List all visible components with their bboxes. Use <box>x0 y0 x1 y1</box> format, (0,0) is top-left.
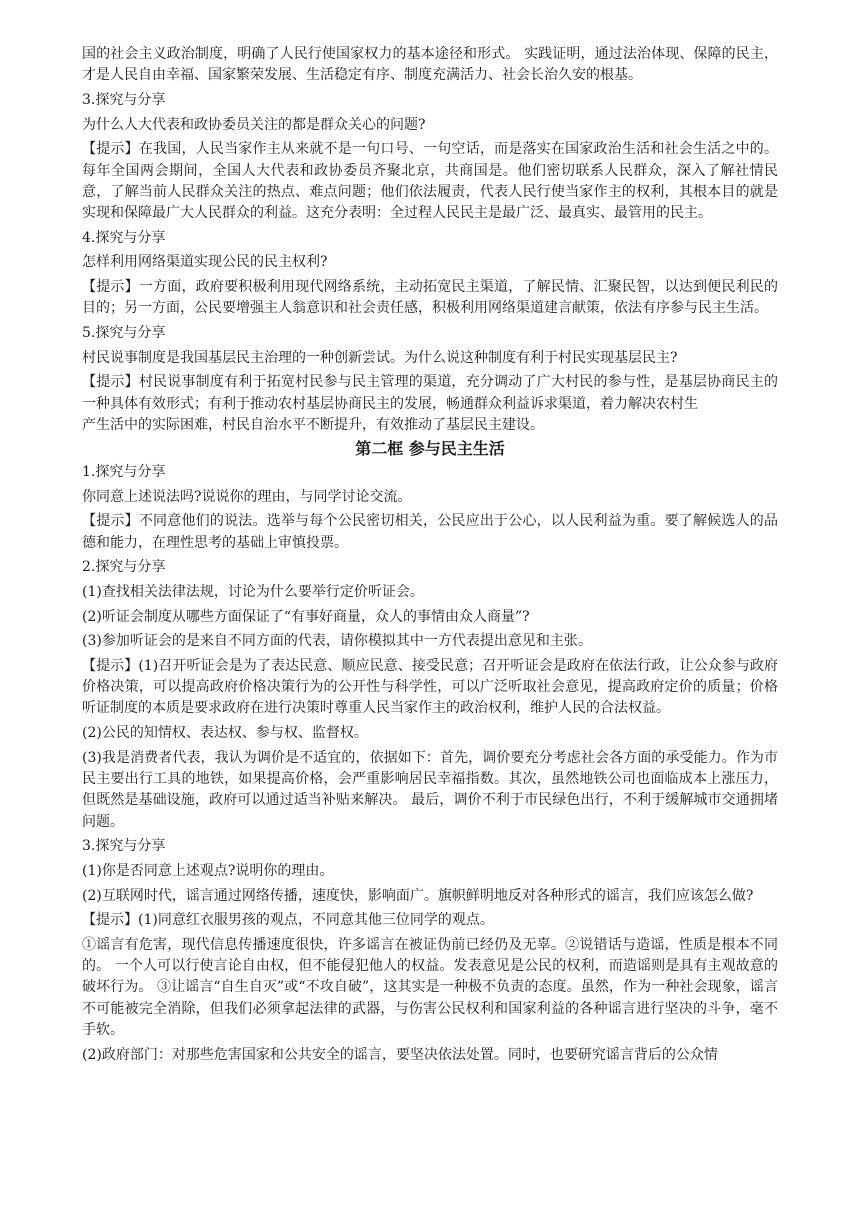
question-item: (2)听证会制度从哪些方面保证了“有事好商量，众人的事情由众人商量”? <box>82 608 530 625</box>
question-item: (1)你是否同意上述观点?说明你的理由。 <box>82 862 334 879</box>
question-item: (2)互联网时代，谣言通过网络传播，速度快，影响面广。旗帜鲜明地反对各种形式的谣言，我们应该怎么做? <box>82 887 754 904</box>
document-body <box>82 44 778 1066</box>
section-heading-explore-5: 5.探究与分享 <box>82 324 166 341</box>
hint-paragraph: 【提示】在我国，人民当家作主从来就不是一句口号、一句空话，而是落实在国家政治生活和社会生活之中的。每年全国两会期间，全国人大代表和政协委员齐聚北京，共商国是。他们密切联系人民群众，深入了解社情民意，了解当前人民群众关注的热点、难点问题；他们依法履责，代表人民行使当家作主的权利，其根本目的就是实现和保障最广大人民群众的利益。这充分表明：全过程人民民主是最广泛、最真实、最管用的民主。 <box>82 141 778 221</box>
answer-item: (2)政府部门：对那些危害国家和公共安全的谣言，要坚决依法处置。同时，也要研究谣言背后的公众情 <box>82 1046 718 1063</box>
section-heading-explore-3: 3.探究与分享 <box>82 91 166 108</box>
section-heading-explore-1: 1.探究与分享 <box>82 463 166 480</box>
hint-paragraph: 【提示】一方面，政府要积极利用现代网络系统，主动拓宽民主渠道，了解民情、汇聚民智，以达到便民利民的目的；另一方面，公民要增强主人翁意识和社会责任感，积极利用网络渠道建言献策，依法有序参与民主生活。 <box>82 279 778 317</box>
answer-item: (2)公民的知情权、表达权、参与权、监督权。 <box>82 725 368 742</box>
paragraph-intro-continued: 国的社会主义政治制度，明确了人民行使国家权力的基本途径和形式。 实践证明，通过法治体现、保障的民主，才是人民自由幸福、国家繁荣发展、生活稳定有序、制度充满活力、社会长治久安的根基。 <box>82 46 778 84</box>
question-item: (3)参加听证会的是来自不同方面的代表，请你模拟其中一方代表提出意见和主张。 <box>82 633 592 650</box>
answer-item: (3)我是消费者代表，我认为调价是不适宜的，依据如下：首先，调价要充分考虑社会各方面的承受能力。作为市民主要出行工具的地铁，如果提高价格，会严重影响居民幸福指数。其次，虽然地铁公司也面临成本上涨压力，但既然是基础设施，政府可以通过适当补贴来解决。 最后，调价不利于市民绿色出行，不利于缓解城市交通拥堵问题。 <box>82 749 778 830</box>
question-text: 为什么人大代表和政协委员关注的都是群众关心的问题? <box>82 116 426 133</box>
question-text: 你同意上述说法吗?说说你的理由，与同学讨论交流。 <box>82 488 412 505</box>
hint-paragraph: 【提示】(1)召开听证会是为了表达民意、顺应民意、接受民意；召开听证会是政府在依法行政，让公众参与政府价格决策，可以提高政府价格决策行为的公开性与科学性，可以广泛听取社会意见，提高政府定价的质量；价格听证制度的本质是要求政府在进行决策时尊重人民当家作主的政治权利，维护人民的合法权益。 <box>82 658 778 717</box>
hint-paragraph-continued: 产生活中的实际困难，村民自治水平不断提升，有效推动了基层民主建设。 <box>82 416 544 433</box>
question-text: 怎样利用网络渠道实现公民的民主权利? <box>82 254 328 271</box>
hint-paragraph: 【提示】不同意他们的说法。选举与每个公民密切相关，公民应出于公心，以人民利益为重。要了解候选人的品德和能力，在理性思考的基础上审慎投票。 <box>82 513 778 551</box>
question-text: 村民说事制度是我国基层民主治理的一种创新尝试。为什么说这种制度有利于村民实现基层民主? <box>82 349 678 366</box>
question-item: (1)查找相关法律法规，讨论为什么要举行定价听证会。 <box>82 583 424 600</box>
section-heading-explore-3b: 3.探究与分享 <box>82 838 166 855</box>
hint-paragraph: 【提示】村民说事制度有利于拓宽村民参与民主管理的渠道，充分调动了广大村民的参与性，是基层协商民主的一种具体有效形式；有利于推动农村基层协商民主的发展，畅通群众利益诉求渠道，着力解决农村生 <box>82 374 778 412</box>
section-heading-explore-2: 2.探究与分享 <box>82 559 166 576</box>
section-heading-explore-4: 4.探究与分享 <box>82 229 166 246</box>
answer-item: ①谣言有危害，现代信息传播速度很快，许多谣言在被证伪前已经仍及无辜。②说错话与造谣，性质是根本不同的。 一个人可以行使言论自由权，但不能侵犯他人的权益。发表意见是公民的权利，而造谣则是具有主观故意的破坏行为。 ③让谣言“自生自灭”或“不攻自破”，这其实是一种极不负责的态度。虽然，作为一种社会现象，谣言不可能被完全消除，但我们必须拿起法律的武器，与伤害公民权利和国家利益的各种谣言进行坚决的斗争，毫不手软。 <box>82 937 778 1038</box>
section-title: 第二框 参与民主生活 <box>355 438 505 458</box>
hint-paragraph: 【提示】(1)同意红衣服男孩的观点，不同意其他三位同学的观点。 <box>82 912 494 929</box>
